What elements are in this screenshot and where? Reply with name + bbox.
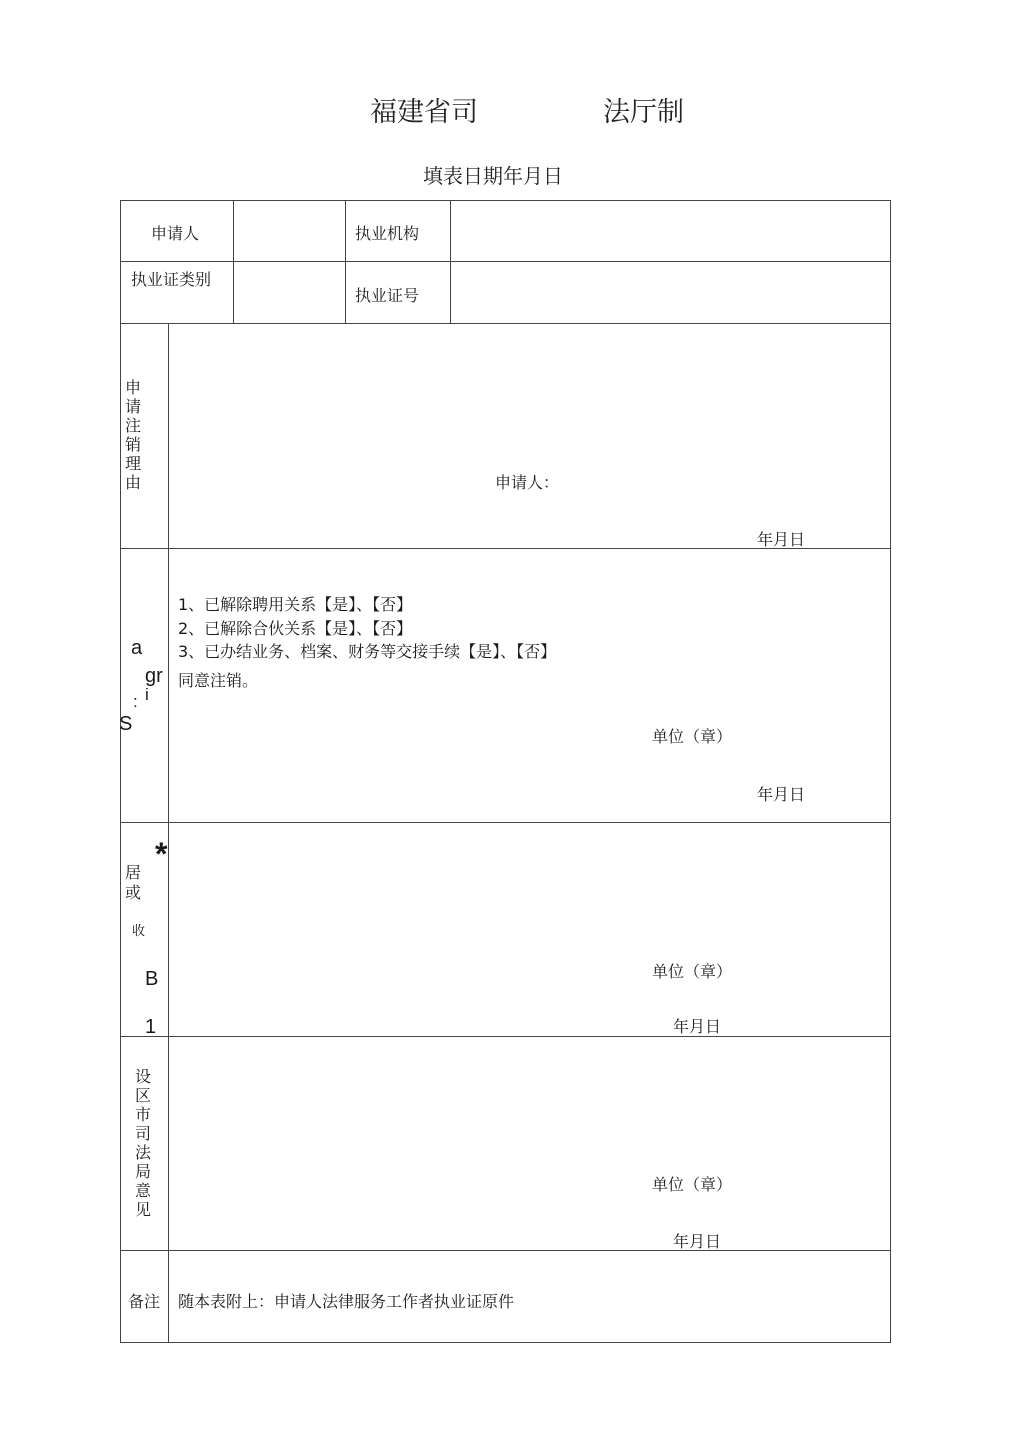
reason-section-label: 申 请 注 销 理 由 [124,378,141,492]
institution-label: 执业机构 [355,224,420,243]
applicant-label: 申请人 [151,224,200,243]
title-left: 福建省司 [370,97,478,128]
city-date: 年月日 [673,1232,722,1251]
cert-type-field[interactable] [240,283,340,303]
applicant-field[interactable] [240,221,340,241]
county-date: 年月日 [673,1017,722,1036]
checklist-item-2: 2、已解除合伙关系【是】、【否】 [178,619,413,638]
city-unit-seal: 单位（章） [652,1175,733,1194]
remarks-content: 随本表附上：申请人法律服务工作者执业证原件 [178,1292,515,1311]
checklist-item-3: 3、已办结业务、档案、财务等交接手续【是】、【否】 [178,642,557,661]
city-bureau-section-label: 设 区 市 司 法 局 意 见 [134,1067,151,1219]
county-unit-seal: 单位（章） [652,962,733,981]
agree-cancel-text: 同意注销。 [178,671,259,690]
applicant-signature-label: 申请人： [495,473,560,492]
remarks-label: 备注 [128,1292,161,1311]
institution-date: 年月日 [757,785,806,804]
cert-type-label: 执业证类别 [131,270,212,289]
fill-date-line: 填表日期年月日 [423,164,563,188]
title-right: 法厅制 [603,97,684,128]
cert-number-label: 执业证号 [355,286,420,305]
checklist-item-1: 1、已解除聘用关系【是】、【否】 [178,595,413,614]
institution-unit-seal: 单位（章） [652,727,733,746]
cert-number-field[interactable] [458,283,883,303]
institution-field[interactable] [458,221,883,241]
reason-date: 年月日 [757,530,806,549]
